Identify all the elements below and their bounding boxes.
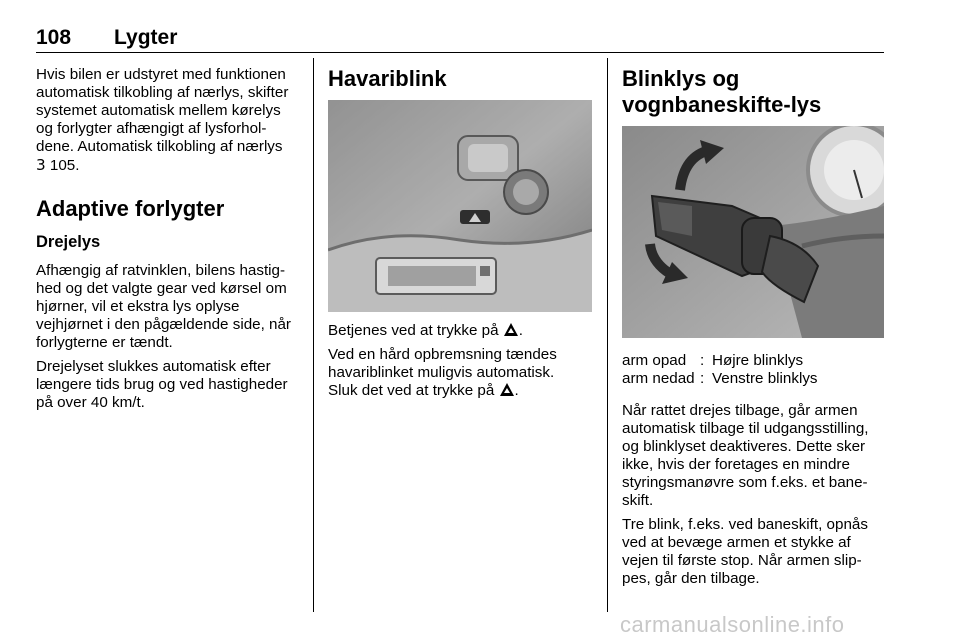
section-heading-adaptive: Adaptive forlygter: [36, 196, 225, 221]
page-title: Lygter: [114, 26, 178, 49]
hazard-switch-photo: [328, 100, 592, 312]
page-header: [36, 26, 884, 53]
column-middle: [328, 66, 594, 400]
page-number: 108: [36, 26, 72, 49]
paragraph-drejelys-1: Afhængig af ratvinklen, bilens hastig-hed og det valgte gear ved kørsel om hjørner, vil et ekstra lys oplyse vejhjørnet i den pågældende side, når forlygterne er tændt.: [36, 262, 291, 351]
intro-paragraph: Hvis bilen er udstyret med funktionen automatisk tilkobling af nærlys, skifter systemet automatisk mellem kørelys og forlygter afhængigt af lysforhol-dene. Automatisk tilkobling af nærlys 3 105.: [36, 66, 289, 174]
reference-page[interactable]: 105.: [49, 157, 80, 174]
hazard-triangle-icon: [504, 323, 518, 336]
turn-signal-lever-photo: [622, 126, 884, 338]
watermark: carmanualsonline.info: [620, 612, 845, 637]
paragraph-blinklys-1: Når rattet drejes tilbage, går armen automatisk tilbage til udgangsstilling, og blinklyset deaktiveres. Dette sker ikke, hvis der foretages en mindre styringsmanøvre som f.eks. et bane-skift.: [622, 402, 869, 509]
section-heading-havariblink: Havariblink: [328, 66, 447, 91]
direction-legend: [622, 352, 886, 388]
section-heading-blinklys: Blinklys og vognbaneskifte-lys: [622, 66, 822, 117]
column-left: [36, 66, 300, 412]
column-divider-2: [607, 58, 608, 612]
paragraph-havariblink-2: Ved en hård opbremsning tændes havariblinket muligvis automatisk. Sluk det ved at trykke på .: [328, 346, 557, 399]
legend-row: arm nedad : Venstre blinklys: [622, 370, 818, 387]
reference-arrow-icon: 3: [36, 156, 46, 174]
paragraph-havariblink-1: Betjenes ved at trykke på .: [328, 322, 524, 339]
column-right: [622, 66, 886, 588]
legend-row: arm opad : Højre blinklys: [622, 352, 804, 369]
paragraph-blinklys-2: Tre blink, f.eks. ved baneskift, opnås ved at bevæge armen et stykke af vejen til første stop. Når armen slip-pes, går den tilbage.: [622, 516, 868, 587]
column-divider-1: [313, 58, 314, 612]
paragraph-drejelys-2: Drejelyset slukkes automatisk efter længere tids brug og ved hastigheder på over 40 km/t.: [36, 358, 288, 411]
hazard-triangle-icon: [500, 383, 514, 396]
subheading-drejelys: Drejelys: [36, 233, 101, 251]
